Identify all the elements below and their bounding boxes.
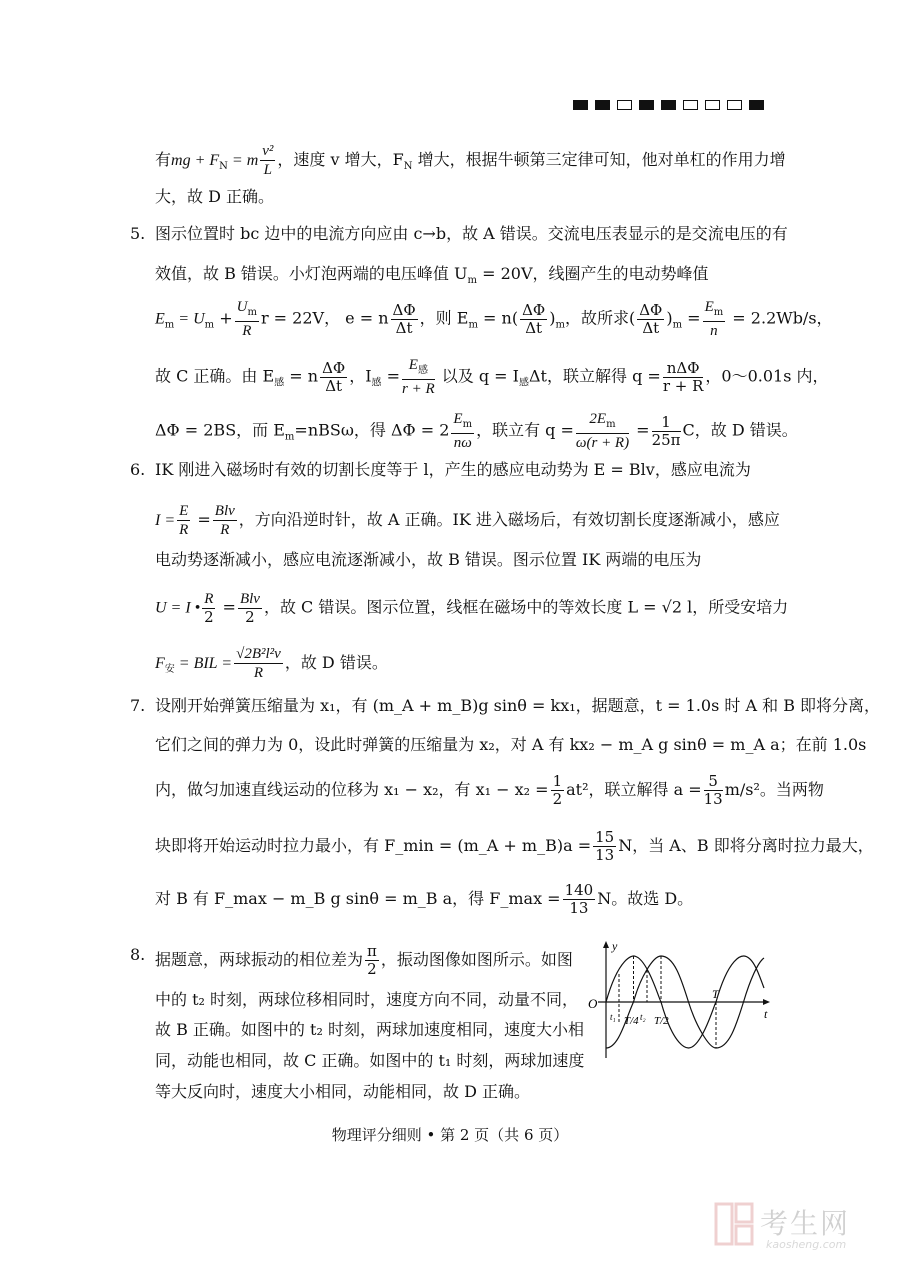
header-mark — [617, 100, 632, 110]
q8-line-3: 故 B 正确。如图中的 t₂ 时刻，两球加速度相同，速度大小相 — [155, 1020, 584, 1039]
quarter-period-label: T/4 — [624, 1015, 639, 1027]
q7-line-1: 设刚开始弹簧压缩量为 x₁，有 (m_A + m_B)g sinθ = kx₁，据题意，t = 1.0s 时 A 和 B 即将分离， — [155, 696, 881, 715]
y-label: y — [612, 939, 618, 953]
header-marks — [573, 100, 764, 110]
fraction: $\frac{E_m}{n\omega}$ — [453, 411, 473, 451]
watermark-logo-icon — [712, 1200, 756, 1248]
period-label: T — [712, 987, 719, 1001]
watermark-text: 考生网 — [760, 1207, 851, 1240]
question-number-5: 5. — [130, 224, 146, 243]
fraction: $\frac{\pi}{2}$ — [367, 942, 377, 978]
t-label: t — [764, 1007, 768, 1021]
watermark-url: kaosheng.com — [766, 1238, 847, 1251]
q8-line-4: 同，动能也相同，故 C 正确。如图中的 t₁ 时刻，两球加速度 — [155, 1051, 585, 1070]
fraction: $\frac{15}{13}$ — [595, 828, 615, 864]
q6-line-4: U = I • $\frac{R}{2}$ = $\frac{\text{Blv}}{2}$ ，故 C 错误。图示位置，线框在磁场中的等效长度 L = √2 l，所受安培力 — [155, 591, 789, 626]
fraction: $\frac{R}{2}$ — [204, 591, 214, 626]
header-mark — [727, 100, 742, 110]
q5-line-3: $E_m = U_m$ + $\frac{U_m}{R}$ r = 22V， e = n $\frac{\Delta\Phi}{\Delta t}$ ，则 $E_m = n$( $\frac{\Delta\Phi}{\Delta t}$ )$_m$，故所求( $\frac{\Delta\Phi}{\Delta t}$ )$_m$ = $\frac{E_m}{n}$ = 2.2Wb/s， — [155, 299, 833, 339]
vibration-graph — [588, 938, 778, 1068]
fraction: $\frac{\text{v²}}{L}$ — [262, 143, 274, 178]
header-mark — [573, 100, 588, 110]
q5-line-2: 效值，故 B 错误。小灯泡两端的电压峰值 $U_m = 20V$，线圈产生的电动势峰值 — [155, 264, 709, 287]
fraction: $\frac{\text{√2B²l²v}}{R}$ — [236, 646, 281, 681]
fraction: $\frac{U_m}{R}$ — [236, 299, 257, 339]
question-number-6: 6. — [130, 460, 146, 479]
fraction: $\frac{\text{Blv}}{2}$ — [239, 591, 260, 626]
t-axis-arrow — [763, 999, 770, 1005]
q4-line-1: 有mg + $F_N = m$ $\frac{\text{v²}}{L}$ ，速度 v 增大，$F_N$ 增大，根据牛顿第三定律可知，他对单杠的作用力增 — [155, 143, 786, 178]
fraction: $\frac{5}{13}$ — [703, 772, 723, 808]
header-mark — [683, 100, 698, 110]
t1-label: t₁ — [610, 1012, 616, 1022]
q5-line-4: 故 C 正确。由 $E_感 = n$ $\frac{\Delta\Phi}{\Delta t}$ ，$I_感$ = $\frac{E_感}{r + R}$ 以及 $q = I_感\Delta t$，联立解得 q = $\frac{\text{nΔΦ}}{r + R}$ ，0～0.01s 内， — [155, 357, 829, 397]
origin-label: O — [588, 996, 598, 1011]
header-mark — [639, 100, 654, 110]
watermark — [712, 1200, 862, 1252]
q8-line-5: 等大反向时，速度大小相同，动能相同，故 D 正确。 — [155, 1082, 531, 1101]
fraction: $\frac{1}{25\pi}$ — [651, 412, 681, 449]
q7-line-4: 块即将开始运动时拉力最小，有 F_min = (m_A + m_B)a = $\frac{15}{13}$ N，当 A、B 即将分离时拉力最大， — [155, 828, 874, 864]
page-footer: 物理评分细则 • 第 2 页（共 6 页） — [331, 1126, 569, 1144]
q8-line-2: 中的 t₂ 时刻，两球位移相同时，速度方向不同，动量不同， — [155, 990, 579, 1009]
q6-line-1: IK 刚进入磁场时有效的切割长度等于 l，产生的感应电动势为 E = Blv，感应电流为 — [155, 460, 751, 479]
q6-line-2: I = $\frac{E}{R}$ = $\frac{\text{Blv}}{R}$ ，方向沿逆时针，故 A 正确。IK 进入磁场后，有效切割长度逐渐减小，感应 — [155, 503, 780, 538]
q4-line-2: 大，故 D 正确。 — [155, 187, 275, 206]
header-mark — [595, 100, 610, 110]
fraction: $\frac{\Delta\Phi}{\Delta t}$ — [322, 358, 346, 395]
q6-line-5: $F_安$ = BIL = $\frac{\text{√2B²l²v}}{R}$ ，故 D 错误。 — [155, 646, 388, 681]
q5-line-1: 图示位置时 bc 边中的电流方向应由 c→b，故 A 错误。交流电压表显示的是交流电压的有 — [155, 224, 788, 243]
fraction: $\frac{1}{2}$ — [552, 772, 563, 808]
fraction: $\frac{\Delta\Phi}{\Delta t}$ — [522, 300, 546, 337]
fraction: $\frac{2E_m}{\omega(r + R)}$ — [575, 411, 630, 451]
q6-line-3: 电动势逐渐减小，感应电流逐渐减小，故 B 错误。图示位置 IK 两端的电压为 — [155, 550, 702, 569]
fraction: $\frac{E_感}{r + R}$ — [402, 357, 435, 397]
half-period-label: T/2 — [654, 1015, 669, 1027]
question-number-8: 8. — [130, 945, 146, 964]
fraction: $\frac{E}{R}$ — [179, 503, 189, 538]
fraction: $\frac{\Delta\Phi}{\Delta t}$ — [392, 300, 416, 337]
vibration-figure — [588, 938, 778, 1072]
header-mark — [661, 100, 676, 110]
header-mark — [749, 100, 764, 110]
header-mark — [705, 100, 720, 110]
q7-line-2: 它们之间的弹力为 0，设此时弹簧的压缩量为 x₂，对 A 有 kx₂ − m_A g sinθ = m_A a；在前 1.0s — [155, 735, 867, 754]
q8-line-1: 据题意，两球振动的相位差为 $\frac{\pi}{2}$ ，振动图像如图所示。如图 — [155, 942, 573, 978]
question-number-7: 7. — [130, 696, 146, 715]
q7-line-5: 对 B 有 F_max − m_B g sinθ = m_B a，得 F_max = $\frac{140}{13}$ N。故选 D。 — [155, 881, 694, 917]
y-axis-arrow — [603, 941, 609, 948]
fraction: $\frac{\text{Blv}}{R}$ — [214, 503, 235, 538]
q5-line-5: ΔΦ = 2BS，而 $E_m=nBS\omega$，得 ΔΦ = 2 $\frac{E_m}{n\omega}$ ，联立有 q = $\frac{2E_m}{\omega(r + R)}$ = $\frac{1}{25\pi}$ C，故 D 错误。 — [155, 411, 798, 451]
t2-label: t₂ — [640, 1012, 646, 1022]
q7-line-3: 内，做匀加速直线运动的位移为 x₁ − x₂，有 x₁ − x₂ = $\frac{1}{2}$ at²，联立解得 a = $\frac{5}{13}$ m/s²。当两物 — [155, 772, 824, 808]
fraction: $\frac{\text{nΔΦ}}{r + R}$ — [662, 358, 704, 395]
fraction: $\frac{E_m}{n}$ — [704, 299, 724, 339]
fraction: $\frac{140}{13}$ — [564, 881, 594, 917]
fraction: $\frac{\Delta\Phi}{\Delta t}$ — [639, 300, 663, 337]
